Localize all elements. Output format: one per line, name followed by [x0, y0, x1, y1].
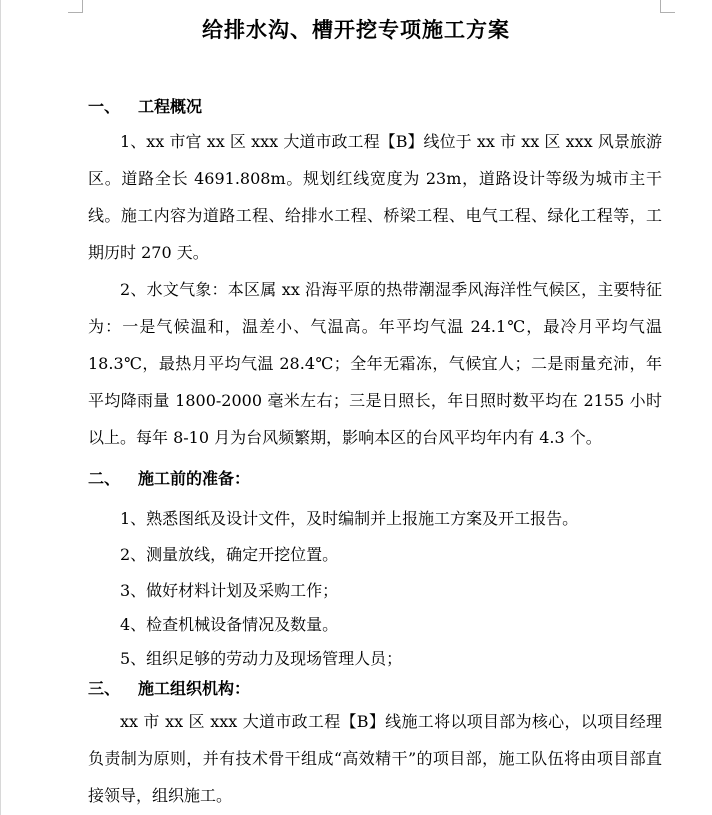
list-item: 3、做好材料计划及采购工作； — [120, 581, 339, 600]
list-item: 2、测量放线，确定开挖位置。 — [120, 545, 339, 564]
document-title: 给排水沟、槽开挖专项施工方案 — [202, 17, 510, 42]
section-heading-overview — [88, 94, 202, 117]
section-number: 三、 — [88, 679, 121, 698]
paragraph-organization: xx 市 xx 区 xxx 大道市政工程【B】线施工将以项目部为核心，以项目经理负责制为原则，并有技术骨干组成“高效精干”的项目部，施工队伍将由项目部直接领导，组织施工。 — [88, 712, 662, 805]
section-title: 施工组织机构： — [138, 679, 251, 698]
section-title: 工程概况 — [138, 97, 203, 116]
section-heading-preparation — [88, 466, 250, 489]
paragraph-project-overview: 1、xx 市官 xx 区 xxx 大道市政工程【B】线位于 xx 市 xx 区 xxx 风景旅游区。道路全长 4691.808m。规划红线宽度为 23m，道路设计等级为城市主干线。施工内容为道路工程、给排水工程、桥梁工程、电气工程、绿化工程等，工期历时 270 天。 — [88, 132, 662, 262]
list-item: 5、组织足够的劳动力及现场管理人员； — [120, 649, 403, 668]
paragraph-climate: 2、水文气象：本区属 xx 沿海平原的热带潮湿季风海洋性气候区，主要特征为：一是气候温和，温差小、气温高。年平均气温 24.1℃，最冷月平均气温 18.3℃，最热月平均气温 28.4℃；全年无霜冻，气候宜人；二是雨量充沛，年平均降雨量 1800-2000 毫米左右；三是日照长，年日照时数平均在 2155 小时以上。每年 8-10 月为台风频繁期，影响本区的台风平均年内有 4.3 个。 — [88, 280, 662, 447]
list-item: 1、熟悉图纸及设计文件，及时编制并上报施工方案及开工报告。 — [120, 509, 579, 528]
page-edge — [0, 0, 1, 815]
section-title: 施工前的准备： — [138, 469, 251, 488]
section-heading-organization — [88, 676, 250, 699]
margin-corner-mark-right — [660, 0, 675, 13]
margin-corner-mark-left — [68, 0, 83, 13]
section-number: 一、 — [88, 97, 121, 116]
list-item: 4、检查机械设备情况及数量。 — [120, 615, 339, 634]
section-number: 二、 — [88, 469, 121, 488]
